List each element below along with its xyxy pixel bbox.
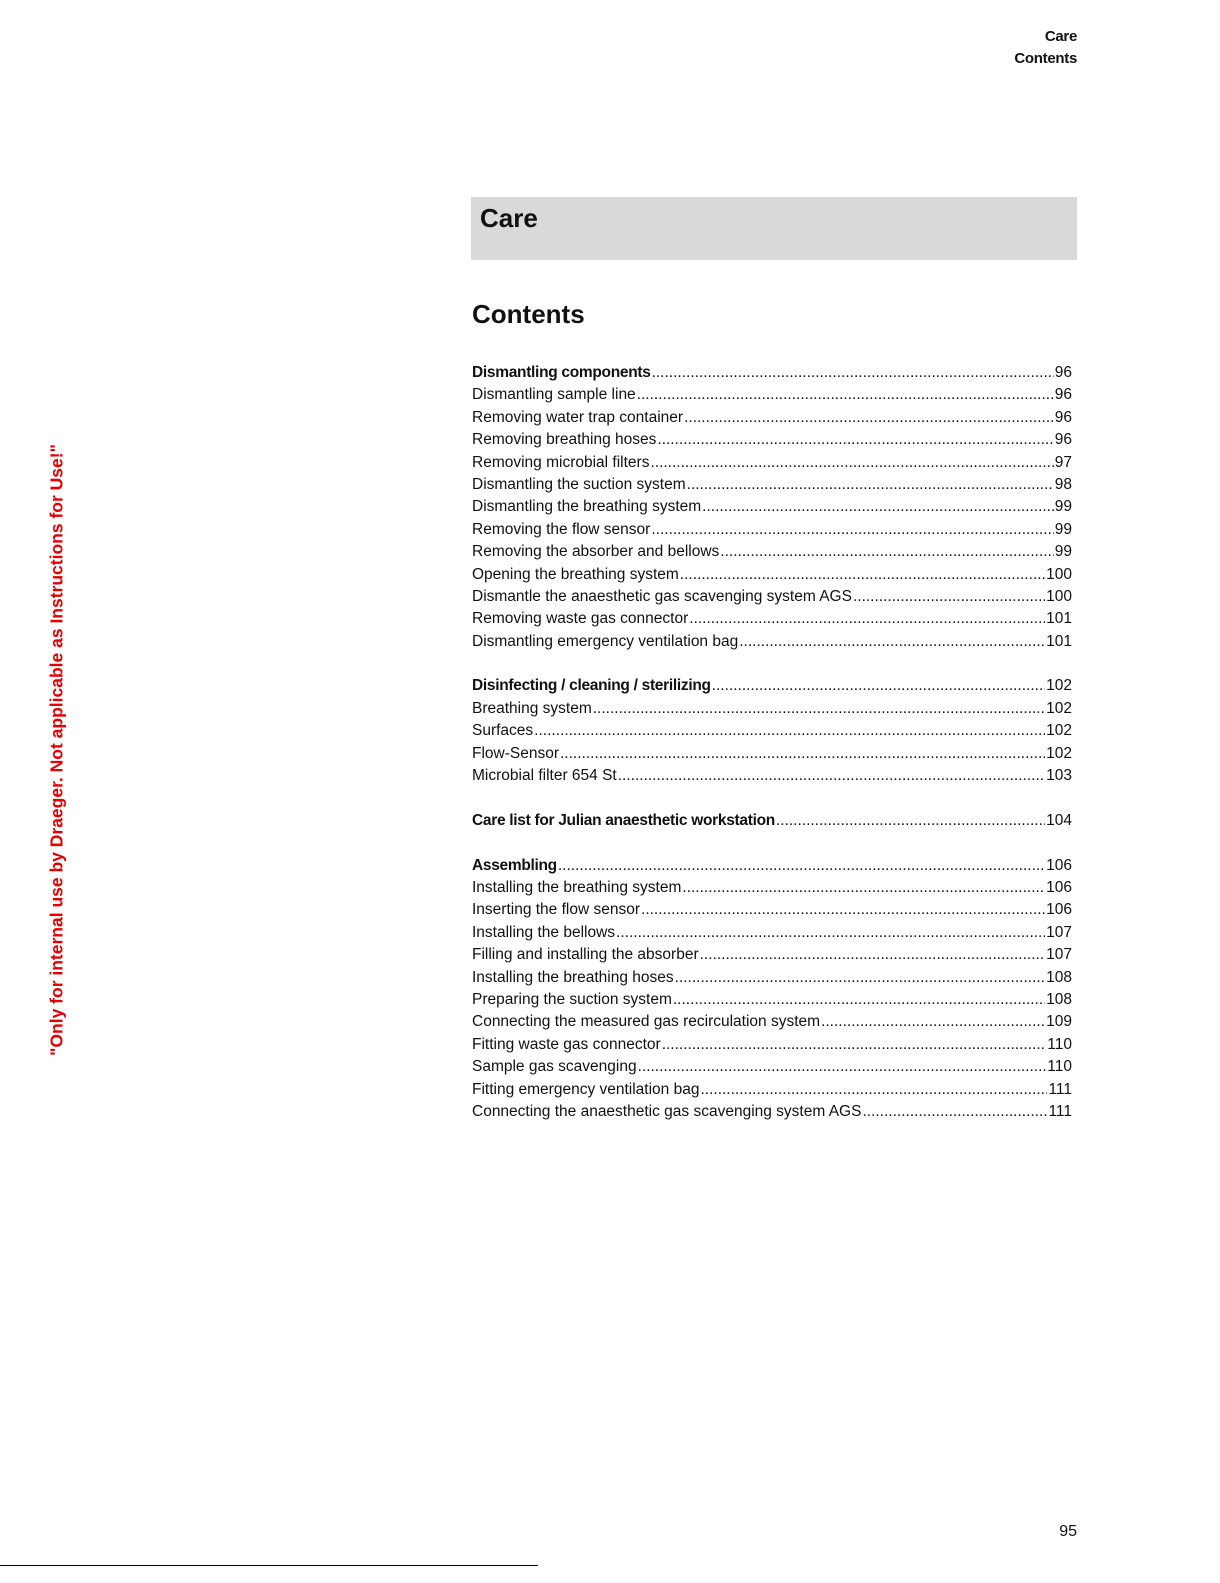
toc-entry-page: 107 [1046, 946, 1072, 964]
toc-entry-label: Connecting the measured gas recirculation system [472, 1013, 821, 1031]
toc-entry-label: Sample gas scavenging [472, 1058, 637, 1076]
toc-entry-label: Installing the breathing system [472, 878, 682, 896]
contents-title: Contents [472, 299, 585, 329]
toc-dot-leader [776, 810, 1045, 832]
toc-entry-page: 101 [1046, 610, 1072, 628]
toc-entry[interactable] [472, 698, 1072, 720]
toc-dot-leader [682, 877, 1045, 899]
toc-section-heading[interactable] [472, 810, 1072, 832]
toc-dot-leader [662, 1034, 1047, 1056]
toc-entry[interactable] [472, 429, 1072, 451]
toc-entry-label: Assembling [472, 856, 557, 874]
toc-dot-leader [689, 608, 1045, 630]
toc-dot-leader [616, 922, 1045, 944]
toc-entry-page: 104 [1046, 811, 1072, 829]
toc-entry-page: 98 [1054, 475, 1072, 493]
toc-entry-page: 96 [1054, 431, 1072, 449]
toc-entry[interactable] [472, 944, 1072, 966]
footer-rule [0, 1565, 538, 1566]
toc-entry-label: Removing waste gas connector [472, 610, 689, 628]
toc-dot-leader [650, 452, 1053, 474]
toc-entry[interactable] [472, 452, 1072, 474]
running-header-section: Contents [1014, 50, 1077, 67]
toc-dot-leader [684, 407, 1054, 429]
toc-entry[interactable] [472, 586, 1072, 608]
toc-dot-leader [593, 698, 1045, 720]
toc-dot-leader [657, 429, 1053, 451]
toc-entry[interactable] [472, 720, 1072, 742]
toc-entry[interactable] [472, 541, 1072, 563]
toc-dot-leader [675, 967, 1045, 989]
toc-entry-label: Installing the breathing hoses [472, 968, 674, 986]
toc-entry[interactable] [472, 631, 1072, 653]
toc-entry-page: 108 [1046, 990, 1072, 1008]
internal-use-watermark: "Only for internal use by Draeger. Not applicable as Instructions for Use!" [46, 444, 67, 1056]
toc-dot-leader [618, 765, 1045, 787]
toc-entry-page: 99 [1054, 520, 1072, 538]
toc-entry[interactable] [472, 1011, 1072, 1033]
toc-section-heading[interactable] [472, 675, 1072, 697]
toc-dot-leader [652, 362, 1054, 384]
toc-dot-leader [637, 384, 1054, 406]
toc-entry[interactable] [472, 989, 1072, 1011]
toc-entry-page: 96 [1054, 364, 1072, 381]
toc-dot-leader [680, 564, 1045, 586]
toc-dot-leader [862, 1101, 1047, 1123]
toc-entry-label: Preparing the suction system [472, 990, 672, 1008]
toc-entry[interactable] [472, 608, 1072, 630]
toc-entry-label: Surfaces [472, 722, 534, 740]
toc-dot-leader [641, 899, 1045, 921]
toc-entry[interactable] [472, 877, 1072, 899]
toc-entry[interactable] [472, 474, 1072, 496]
toc-entry[interactable] [472, 564, 1072, 586]
toc-entry-label: Fitting emergency ventilation bag [472, 1080, 700, 1098]
toc-entry-label: Dismantling sample line [472, 386, 636, 404]
toc-entry-page: 101 [1046, 632, 1072, 650]
toc-entry-page: 96 [1054, 386, 1072, 404]
toc-entry-label: Care list for Julian anaesthetic workstation [472, 811, 775, 829]
toc-dot-leader [687, 474, 1054, 496]
toc-entry-label: Dismantling emergency ventilation bag [472, 632, 739, 650]
toc-entry-page: 100 [1046, 587, 1072, 605]
page-number: 95 [1059, 1523, 1077, 1540]
toc-entry-label: Microbial filter 654 St [472, 767, 617, 785]
toc-entry-label: Disinfecting / cleaning / sterilizing [472, 677, 711, 695]
toc-dot-leader [638, 1056, 1047, 1078]
toc-dot-leader [739, 631, 1045, 653]
running-header [1014, 26, 1077, 70]
toc-entry-label: Removing microbial filters [472, 453, 650, 471]
toc-dot-leader [720, 541, 1053, 563]
toc-entry[interactable] [472, 765, 1072, 787]
toc-entry[interactable] [472, 1056, 1072, 1078]
toc-entry-page: 110 [1047, 1035, 1072, 1053]
toc-dot-leader [534, 720, 1045, 742]
toc-entry[interactable] [472, 496, 1072, 518]
chapter-title-band [471, 197, 1077, 260]
toc-entry[interactable] [472, 1034, 1072, 1056]
toc-entry[interactable] [472, 922, 1072, 944]
toc-dot-leader [558, 855, 1045, 877]
toc-entry-page: 102 [1046, 699, 1072, 717]
toc-entry-page: 102 [1046, 677, 1072, 695]
toc-entry-label: Dismantling the breathing system [472, 498, 702, 516]
toc-dot-leader [821, 1011, 1045, 1033]
toc-dot-leader [853, 586, 1045, 608]
toc-entry[interactable] [472, 743, 1072, 765]
toc-entry-label: Dismantling components [472, 364, 651, 381]
toc-entry[interactable] [472, 1079, 1072, 1101]
running-header-chapter: Care [1044, 28, 1077, 45]
toc-entry-page: 96 [1054, 408, 1072, 426]
toc-entry-page: 102 [1046, 722, 1072, 740]
toc-entry-label: Opening the breathing system [472, 565, 679, 583]
toc-entry-label: Removing breathing hoses [472, 431, 657, 449]
toc-entry-page: 99 [1054, 498, 1072, 516]
toc-section-heading[interactable] [472, 855, 1072, 877]
toc-entry-label: Dismantle the anaesthetic gas scavenging system AGS [472, 587, 852, 605]
toc-entry[interactable] [472, 967, 1072, 989]
toc-dot-leader [651, 519, 1053, 541]
toc-entry-page: 99 [1054, 543, 1072, 561]
toc-entry-label: Breathing system [472, 699, 592, 717]
chapter-title: Care [480, 203, 538, 233]
toc-dot-leader [700, 1079, 1047, 1101]
toc-entry-page: 108 [1046, 968, 1072, 986]
table-of-contents [472, 362, 1072, 1123]
toc-entry-page: 107 [1046, 923, 1072, 941]
toc-entry-page: 109 [1046, 1013, 1072, 1031]
toc-entry-page: 103 [1046, 767, 1072, 785]
toc-entry-page: 106 [1046, 856, 1072, 874]
toc-entry-label: Inserting the flow sensor [472, 901, 641, 919]
toc-entry-label: Flow-Sensor [472, 744, 559, 762]
toc-entry-page: 97 [1054, 453, 1072, 471]
toc-entry[interactable] [472, 899, 1072, 921]
toc-entry-page: 111 [1048, 1102, 1072, 1120]
toc-dot-leader [560, 743, 1045, 765]
toc-entry-page: 100 [1046, 565, 1072, 583]
toc-section-heading[interactable] [472, 362, 1072, 384]
toc-entry-label: Removing the flow sensor [472, 520, 651, 538]
toc-entry-page: 110 [1047, 1058, 1072, 1076]
toc-dot-leader [673, 989, 1045, 1011]
toc-dot-leader [712, 675, 1045, 697]
toc-entry-label: Removing the absorber and bellows [472, 543, 720, 561]
toc-entry-page: 106 [1046, 901, 1072, 919]
toc-dot-leader [702, 496, 1054, 518]
toc-entry-page: 102 [1046, 744, 1072, 762]
toc-entry-label: Fitting waste gas connector [472, 1035, 661, 1053]
toc-entry[interactable] [472, 519, 1072, 541]
toc-entry-page: 106 [1046, 878, 1072, 896]
toc-entry-label: Connecting the anaesthetic gas scavenging system AGS [472, 1102, 862, 1120]
toc-entry-label: Installing the bellows [472, 923, 616, 941]
toc-entry-label: Dismantling the suction system [472, 475, 686, 493]
toc-entry[interactable] [472, 407, 1072, 429]
toc-entry-label: Filling and installing the absorber [472, 946, 699, 964]
toc-entry[interactable] [472, 1101, 1072, 1123]
toc-entry-label: Removing water trap container [472, 408, 684, 426]
toc-entry[interactable] [472, 384, 1072, 406]
toc-entry-page: 111 [1048, 1080, 1072, 1098]
toc-dot-leader [700, 944, 1046, 966]
